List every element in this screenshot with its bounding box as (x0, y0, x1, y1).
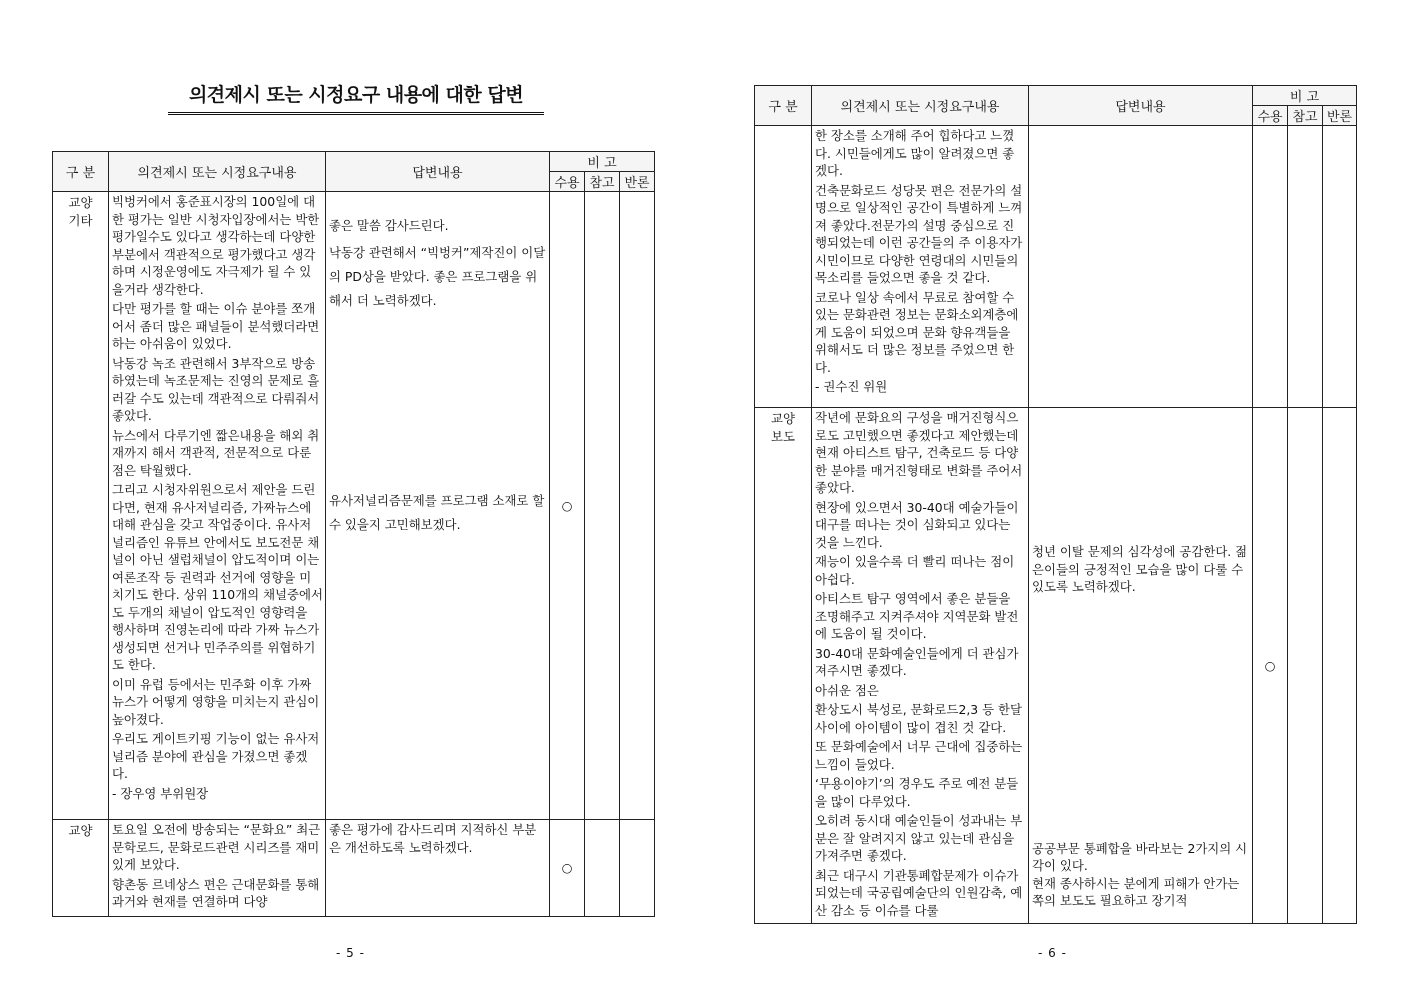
request-paragraph: 아티스트 탐구 영역에서 좋은 분들을 조명해주고 지켜주셔야 지역문화 발전에 도움이 될 것이다. (815, 591, 1019, 641)
header-reference: 참고 (1288, 106, 1323, 126)
reference-cell (1288, 126, 1323, 408)
reject-cell (620, 192, 655, 820)
header-request: 의견제시 또는 시정요구내용 (109, 152, 326, 192)
request-paragraph: 재능이 있을수록 더 빨리 떠나는 점이 아쉽다. (815, 554, 1015, 587)
request-cell (812, 126, 1029, 408)
header-category: 구 분 (755, 86, 812, 126)
row-category: 교양 기타 (53, 192, 109, 820)
answer-cell (326, 820, 550, 917)
header-answer: 답변내용 (1029, 86, 1253, 126)
answer-cell (1029, 126, 1253, 408)
request-paragraph: 아쉬운 점은 (815, 682, 879, 698)
request-paragraph: 건축문화로드 성당못 편은 전문가의 설명으로 일상적인 공간이 특별하게 느껴져 좋았다.전문가의 설명 중심으로 진행되었는데 이런 공간들의 주 이용자가 시민이므로 다양한 연령대의 시민들의 목소리를 들었으면 좋을 것 같다. (815, 182, 1023, 285)
reference-cell (585, 820, 620, 917)
request-paragraph: 낙동강 녹조 관련해서 3부작으로 방송하였는데 녹조문제는 진영의 문제로 흘러갈 수도 있는데 객관적으로 다뤄줘서 좋았다. (112, 355, 320, 423)
request-cell (109, 820, 326, 917)
request-paragraph: 현장에 있으면서 30-40대 예술가들이 대구를 떠나는 것이 심화되고 있다는 것을 느낀다. (815, 499, 1019, 550)
table-row (53, 192, 655, 820)
page-number: - 5 - (336, 946, 365, 960)
header-accept: 수용 (550, 172, 585, 192)
table-row (755, 408, 1357, 924)
request-paragraph: 우리도 게이트키핑 기능이 없는 유사저널리즘 분야에 관심을 가졌으면 좋겠다. (112, 731, 320, 781)
request-paragraph: 빅벙커에서 홍준표시장의 100일에 대한 평가는 일반 시청자입장에서는 박한 평가일수도 있다고 생각하는데 다양한 부분에서 객관적으로 평가했다고 생각하며 시정운영에도 자극제가 될 수 있을거라 생각한다. (112, 194, 320, 297)
answer-cell (326, 192, 550, 820)
accept-mark: ○ (550, 192, 585, 820)
header-answer: 답변내용 (326, 152, 550, 192)
header-accept: 수용 (1253, 106, 1288, 126)
request-paragraph: 최근 대구시 기관통폐합문제가 이슈가 되었는데 국공립예술단의 인원감축, 예산 감소 등 이슈를 다룰 (815, 867, 1023, 918)
reject-cell (1323, 408, 1357, 924)
answer-paragraph: 유사저널리즘문제를 프로그램 소재로 할 수 있을지 고민해보겠다. (329, 492, 545, 532)
answer-paragraph: 좋은 말씀 감사드린다. (329, 218, 449, 233)
header-category: 구 분 (53, 152, 109, 192)
request-paragraph: 30-40대 문화예술인들에게 더 관심가져주시면 좋겠다. (815, 645, 1019, 678)
request-paragraph: 뉴스에서 다루기엔 짧은내용을 해외 취재까지 해서 객관적, 전문적으로 다룬점은 탁월했다. (112, 427, 320, 478)
header-reject: 반론 (1323, 106, 1357, 126)
request-paragraph: 그리고 시청자위원으로서 제안을 드린다면, 현재 유사저널리즘, 가짜뉴스에 대해 관심을 갖고 작업중이다. 유사저널리즘인 유튜브 안에서도 보도전문 채널이 아닌 샐럽채널이 압도적이며 이는 여론조작 등 권력과 선거에 영향을 미치기도 한다. 상위 110개의 채널중에서도 두개의 채널이 압도적인 영향력을 행사하며 진영논리에 따라 가짜 뉴스가 생성되면 선거나 민주주의를 위협하기도 한다. (112, 482, 323, 672)
answer-paragraph: 좋은 평가에 감사드리며 지적하신 부분은 개선하도록 노력하겠다. (329, 822, 537, 855)
answer-paragraph: 공공부문 통폐합을 바라보는 2가지의 시각이 있다. (1032, 840, 1248, 873)
request-paragraph: 환상도시 북성로, 문화로드2,3 등 한달사이에 아이템이 많이 겹친 것 같다. (815, 702, 1022, 735)
row-category (755, 126, 812, 408)
header-reference: 참고 (585, 172, 620, 192)
header-remark: 비 고 (550, 152, 655, 172)
request-paragraph: 토요일 오전에 방송되는 “문화요” 최근 문학로드, 문화로드관련 시리즈를 재미있게 보았다. (112, 822, 321, 872)
reference-cell (1288, 408, 1323, 924)
accept-mark: ○ (1253, 408, 1288, 924)
reject-cell (620, 820, 655, 917)
request-paragraph: 작년에 문화요의 구성을 매거진형식으로도 고민했으면 좋겠다고 제안했는데 현재 아티스트 탐구, 건축로드 등 다양한 분야를 매거진형태로 변화를 주어서 좋았다. (815, 410, 1023, 495)
reference-cell (585, 192, 620, 820)
reject-cell (1323, 126, 1357, 408)
request-paragraph: 오히려 동시대 예술인들이 성과내는 부분은 잘 알려지지 않고 있는데 관심을 가져주면 좋겠다. (815, 813, 1023, 863)
accept-mark (1253, 126, 1288, 408)
request-cell (109, 192, 326, 820)
accept-mark: ○ (550, 820, 585, 917)
request-paragraph: - 장우영 부위원장 (112, 785, 209, 801)
request-paragraph: ‘무용이야기’의 경우도 주로 예전 분들을 많이 다루었다. (815, 776, 1019, 809)
table-row (53, 820, 655, 917)
row-category: 교양 보도 (755, 408, 812, 924)
request-paragraph: 코로나 일상 속에서 무료로 참여할 수 있는 문화관련 정보는 문화소외계층에게 도움이 되었으며 문화 향유객들을 위해서도 더 많은 정보를 주었으면 한다. (815, 289, 1019, 375)
header-reject: 반론 (620, 172, 655, 192)
page-title: 의견제시 또는 시정요구 내용에 대한 답변 (168, 80, 544, 115)
answer-cell (1029, 408, 1253, 924)
request-paragraph: - 권수진 위원 (815, 379, 888, 394)
answer-paragraph: 낙동강 관련해서 “빅벙커”제작진이 이달의 PD상을 받았다. 좋은 프로그램을 위해서 더 노력하겠다. (329, 244, 546, 308)
right-response-table (754, 85, 1357, 924)
answer-paragraph: 청년 이탈 문제의 심각성에 공감한다. 젊은이들의 긍정적인 모습을 많이 다룰 수 있도록 노력하겠다. (1032, 544, 1248, 594)
request-paragraph: 한 장소를 소개해 주어 힙하다고 느꼈다. 시민들에게도 많이 알려졌으면 좋겠다. (815, 128, 1015, 178)
request-paragraph: 다만 평가를 할 때는 이슈 분야를 쪼개어서 좀더 많은 패널들이 분석했더라면 하는 아쉬움이 있었다. (112, 301, 320, 351)
request-cell (812, 408, 1029, 924)
page-number: - 6 - (1038, 946, 1067, 960)
header-remark: 비 고 (1253, 86, 1357, 106)
answer-paragraph: 현재 종사하시는 분에게 피해가 안가는 쪽의 보도도 필요하고 장기적 (1032, 875, 1240, 908)
header-request: 의견제시 또는 시정요구내용 (812, 86, 1029, 126)
request-paragraph: 이미 유럽 등에서는 민주화 이후 가짜뉴스가 어떻게 영향을 미치는지 관심이 높아졌다. (112, 676, 320, 727)
request-paragraph: 향촌동 르네상스 편은 근대문화를 통해 과거와 현재를 연결하며 다양 (112, 876, 320, 909)
request-paragraph: 또 문화예술에서 너무 근대에 집중하는 느낌이 들었다. (815, 739, 1023, 772)
row-category: 교양 (53, 820, 109, 917)
left-response-table (52, 151, 655, 917)
table-row (755, 126, 1357, 408)
